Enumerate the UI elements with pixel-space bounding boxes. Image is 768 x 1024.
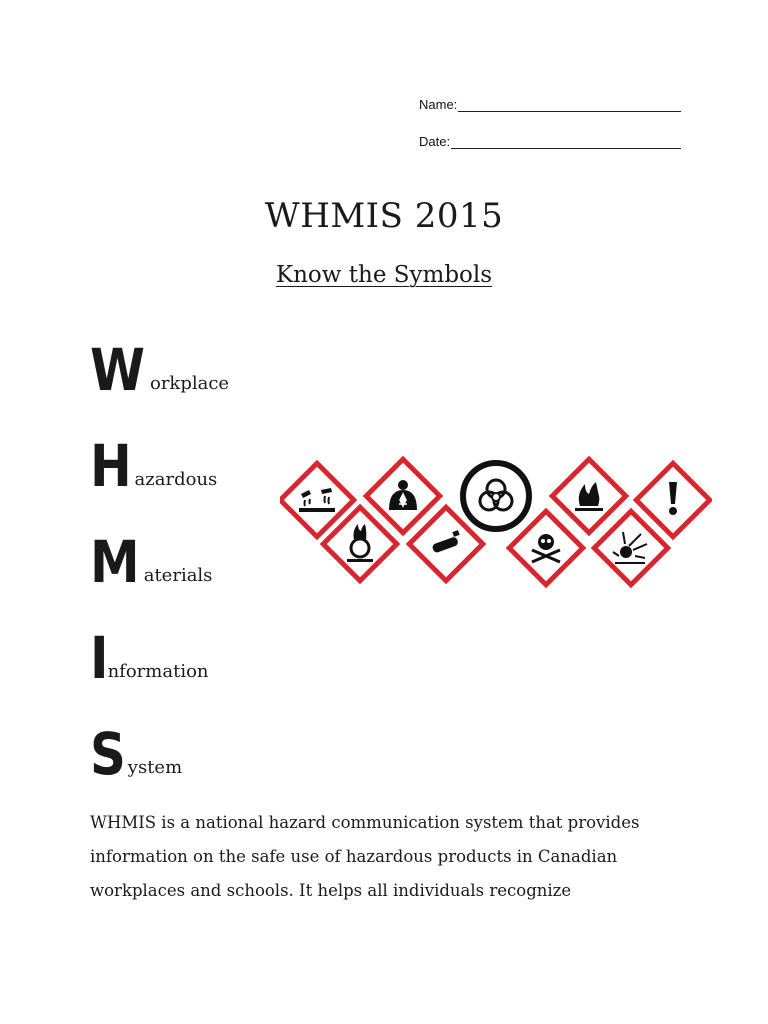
date-blank-line[interactable]: [451, 135, 681, 149]
acronym-letter: S: [90, 720, 126, 788]
whmis-pictograms: [280, 456, 712, 590]
acronym-word-rest: aterials: [143, 565, 213, 586]
page-title: WHMIS 2015: [264, 196, 504, 236]
student-info-fields: [419, 94, 681, 168]
acronym-row-h: [90, 432, 218, 500]
acronym-letter: W: [90, 336, 146, 404]
acronym-word-rest: ystem: [127, 757, 183, 778]
intro-paragraph: [90, 806, 710, 908]
acronym-row-m: [90, 528, 213, 596]
acronym-word-rest: azardous: [134, 469, 218, 490]
name-label: Name:: [419, 97, 458, 112]
paragraph-line: information on the safe use of hazardous products in Canadian: [90, 847, 618, 866]
acronym-row-i: [90, 624, 209, 692]
paragraph-line: WHMIS is a national hazard communication system that provides: [90, 813, 640, 832]
acronym-word-rest: nformation: [107, 661, 209, 682]
flame-icon: [552, 459, 626, 533]
date-label: Date:: [419, 134, 451, 149]
date-field[interactable]: [419, 131, 681, 149]
acronym-word-rest: orkplace: [149, 373, 230, 394]
name-field[interactable]: [419, 94, 681, 112]
biohazard-icon: [463, 463, 529, 529]
acronym-row-s: [90, 720, 183, 788]
paragraph-line: workplaces and schools. It helps all individuals recognize: [90, 881, 572, 900]
acronym-row-w: [90, 336, 230, 404]
subtitle-text: Know the Symbols: [275, 262, 493, 288]
page-subtitle: [0, 262, 768, 288]
acronym-letter: I: [90, 624, 109, 692]
acronym-letter: M: [90, 528, 140, 596]
acronym-letter: H: [90, 432, 132, 500]
name-blank-line[interactable]: [458, 98, 681, 112]
